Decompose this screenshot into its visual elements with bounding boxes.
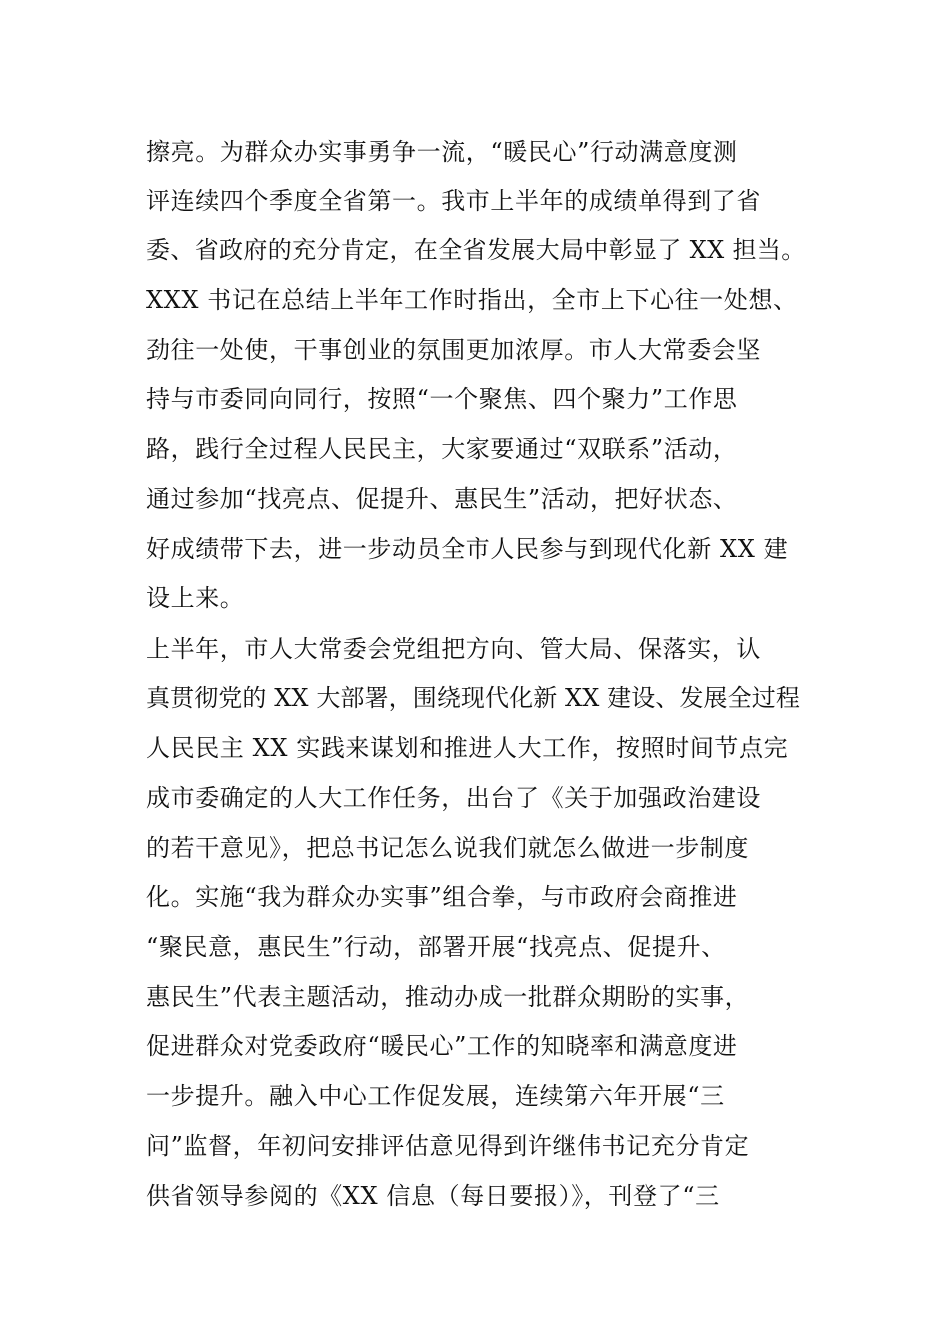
text-line: 设上来。	[146, 584, 245, 612]
text-line: 问”监督，年初问安排评估意见得到许继伟书记充分肯定	[146, 1132, 750, 1160]
text-line: 惠民生”代表主题活动，推动办成一批群众期盼的实事，	[146, 983, 750, 1011]
text-line: 劲往一处使，干事创业的氛围更加浓厚。市人大常委会坚	[146, 336, 761, 364]
text-line: 人民民主 XX 实践来谋划和推进人大工作，按照时间节点完	[146, 734, 789, 762]
text-line: 促进群众对党委政府“暖民心”工作的知晓率和满意度进	[146, 1032, 738, 1060]
text-line: 一步提升。融入中心工作促发展，连续第六年开展“三	[146, 1082, 725, 1110]
text-line: XXX 书记在总结上半年工作时指出，全市上下心往一处想、	[146, 286, 798, 314]
text-line: “聚民意，惠民生”行动，部署开展“找亮点、促提升、	[146, 933, 726, 961]
text-line: 路，践行全过程人民民主，大家要通过“双联系”活动，	[146, 435, 738, 463]
text-line: 擦亮。为群众办实事勇争一流，“暖民心”行动满意度测	[146, 138, 738, 166]
text-line: 委、省政府的充分肯定，在全省发展大局中彰显了 XX 担当。	[146, 236, 806, 264]
text-line: 真贯彻党的 XX 大部署，围绕现代化新 XX 建设、发展全过程	[146, 684, 800, 712]
text-line: 供省领导参阅的《XX 信息（每日要报）》，刊登了“三	[146, 1182, 720, 1210]
text-line: 好成绩带下去，进一步动员全市人民参与到现代化新 XX 建	[146, 535, 789, 563]
text-line: 化。实施“我为群众办实事”组合拳，与市政府会商推进	[146, 883, 738, 911]
text-line: 上半年，市人大常委会党组把方向、管大局、保落实，认	[146, 635, 761, 663]
text-line: 持与市委同向同行，按照“一个聚焦、四个聚力”工作思	[146, 385, 738, 413]
text-line: 成市委确定的人大工作任务，出台了《关于加强政治建设	[146, 784, 761, 812]
text-line: 评连续四个季度全省第一。我市上半年的成绩单得到了省	[146, 187, 761, 215]
text-line: 通过参加“找亮点、促提升、惠民生”活动，把好状态、	[146, 485, 738, 513]
text-line: 的若干意见》，把总书记怎么说我们就怎么做进一步制度	[146, 834, 749, 862]
